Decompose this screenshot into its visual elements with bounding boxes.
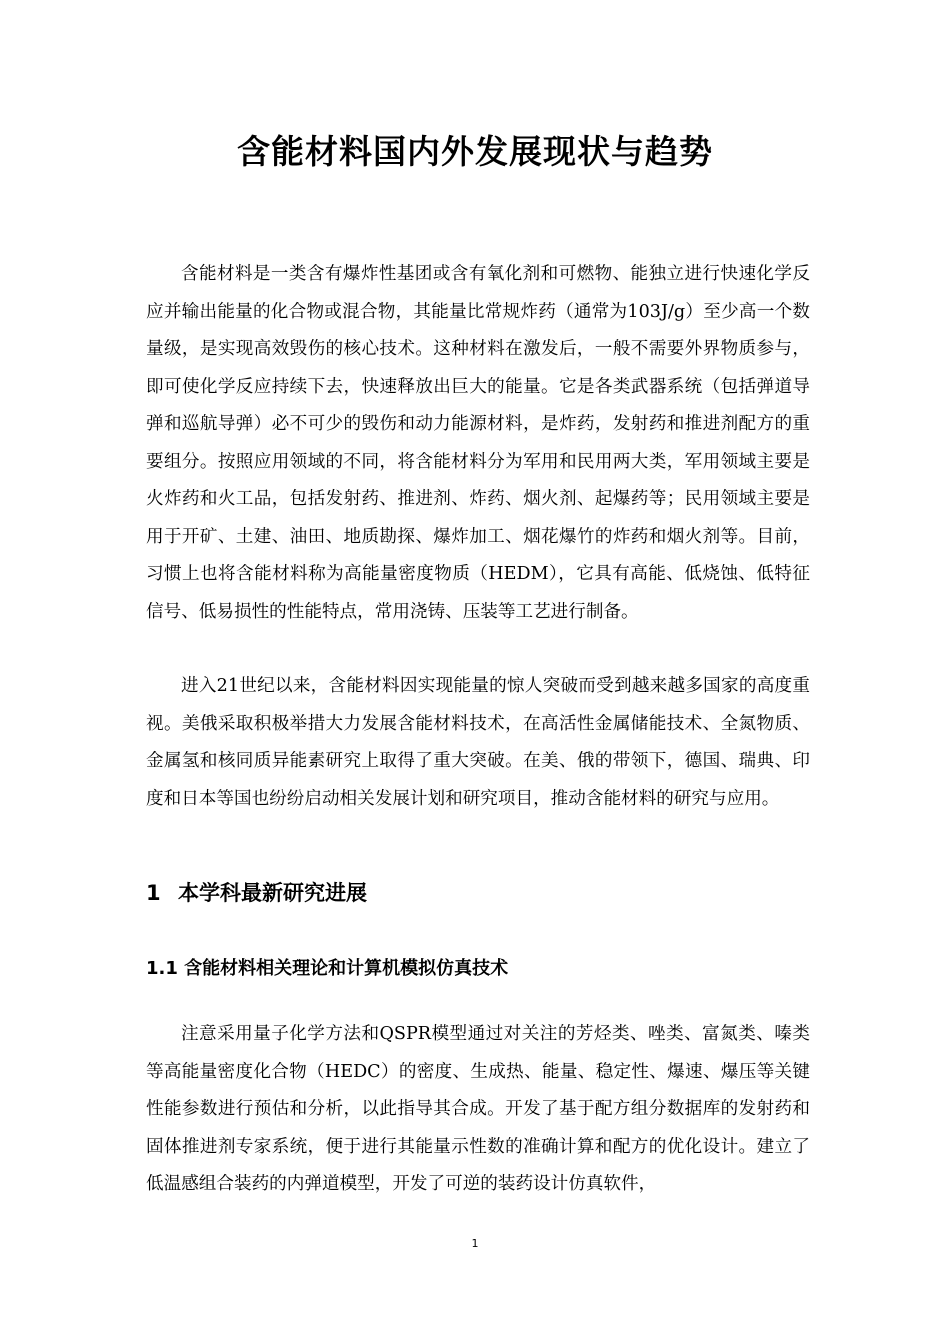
document-title: 含能材料国内外发展现状与趋势 <box>237 132 713 171</box>
section-heading-1 <box>146 876 367 910</box>
second-paragraph: 进入21世纪以来，含能材料因实现能量的惊人突破而受到越来越多国家的高度重视。美俄采取积极举措大力发展含能材料技术，在高活性金属储能技术、全氮物质、金属氢和核同质异能素研究上取得了重大突破。在美、俄的带领下，德国、瑞典、印度和日本等国也纷纷启动相关发展计划和研究项目，推动含能材料的研究与应用。 <box>146 676 810 809</box>
subsection-paragraph: 注意采用量子化学方法和QSPR模型通过对关注的芳烃类、唑类、富氮类、嗪类等高能量密度化合物（HEDC）的密度、生成热、能量、稳定性、爆速、爆压等关键性能参数进行预估和分析，以此指导其合成。开发了基于配方组分数据库的发射药和固体推进剂专家系统，便于进行其能量示性数的准确计算和配方的优化设计。建立了低温感组合装药的内弹道模型，开发了可逆的装药设计仿真软件， <box>146 1024 810 1194</box>
subsection-heading-1-1: 1.1 含能材料相关理论和计算机模拟仿真技术 <box>146 958 509 979</box>
section-number: 1 <box>146 881 161 905</box>
section-title: 本学科最新研究进展 <box>178 881 367 905</box>
page-number: 1 <box>471 1237 479 1250</box>
intro-paragraph: 含能材料是一类含有爆炸性基团或含有氧化剂和可燃物、能独立进行快速化学反应并输出能量的化合物或混合物，其能量比常规炸药（通常为103J/g）至少高一个数量级，是实现高效毁伤的核心技术。这种材料在激发后，一般不需要外界物质参与，即可使化学反应持续下去，快速释放出巨大的能量。它是各类武器系统（包括弹道导弹和巡航导弹）必不可少的毁伤和动力能源材料，是炸药，发射药和推进剂配方的重要组分。按照应用领域的不同，将含能材料分为军用和民用两大类，军用领域主要是火炸药和火工品，包括发射药、推进剂、炸药、烟火剂、起爆药等；民用领域主要是用于开矿、土建、油田、地质勘探、爆炸加工、烟花爆竹的炸药和烟火剂等。目前，习惯上也将含能材料称为高能量密度物质（HEDM），它具有高能、低烧蚀、低特征信号、低易损性的性能特点，常用浇铸、压装等工艺进行制备。 <box>146 264 810 622</box>
